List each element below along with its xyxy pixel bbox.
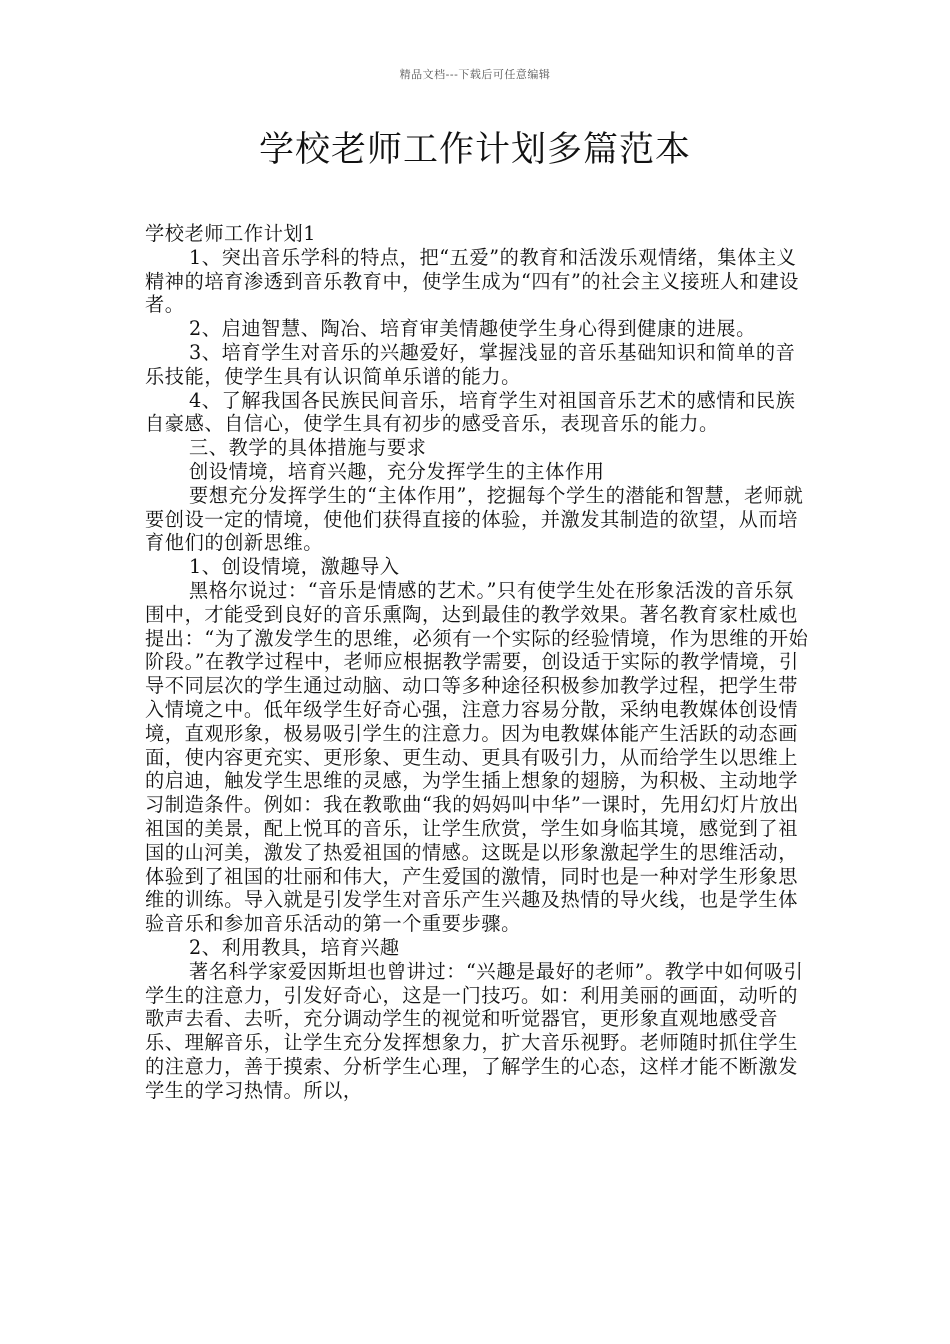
paragraph-goal-4: 4、了解我国各民族民间音乐，培育学生对祖国音乐艺术的感情和民族自豪感、自信心，使学生具有初步的感受音乐，表现音乐的能力。	[145, 388, 796, 436]
paragraph-item-2: 著名科学家爱因斯坦也曾讲过：“兴趣是最好的老师”。教学中如何吸引学生的注意力，引发好奇心，这是一门技巧。如：利用美丽的画面，动听的歌声去看、去听，充分调动学生的视觉和听觉器官，更形象直观地感受音乐、理解音乐，让学生充分发挥想象力，扩大音乐视野。老师随时抓住学生的注意力，善于摸索、分析学生心理，了解学生的心态，这样才能不断激发学生的学习热情。所以，	[145, 959, 804, 1102]
paragraph-item-1: 黑格尔说过：“音乐是情感的艺术。”只有使学生处在形象活泼的音乐氛围中，才能受到良好的音乐熏陶，达到最佳的教学效果。著名教育家杜威也提出：“为了激发学生的思维，必须有一个实际的经验情境，作为思维的开始阶段。”在教学过程中，老师应根据教学需要，创设适于实际的教学情境，引导不同层次的学生通过动脑、动口等多种途径积极参加教学过程，把学生带入情境之中。低年级学生好奇心强，注意力容易分散，采纳电教媒体创设情境，直观形象，极易吸引学生的注意力。因为电教媒体能产生活跃的动态画面，使内容更充实、更形象、更生动、更具有吸引力，从而给学生以思维上的启迪，触发学生思维的灵感，为学生插上想象的翅膀，为积极、主动地学习制造条件。例如：我在教歌曲“我的妈妈叫中华”一课时，先用幻灯片放出祖国的美景，配上悦耳的音乐，让学生欣赏，学生如身临其境，感觉到了祖国的山河美，激发了热爱祖国的情感。这既是以形象激起学生的思维活动，体验到了祖国的壮丽和伟大，产生爱国的激情，同时也是一种对学生形象思维的训练。导入就是引发学生对音乐产生兴趣及热情的导火线，也是学生体验音乐和参加音乐活动的第一个重要步骤。	[145, 578, 809, 936]
subsection-subtitle: 创设情境，培育兴趣，充分发挥学生的主体作用	[189, 459, 605, 483]
section-heading: 学校老师工作计划1	[145, 222, 317, 245]
subsection-heading: 三、教学的具体措施与要求	[189, 436, 427, 460]
document-body	[145, 222, 813, 1102]
item-heading-2: 2、利用教具，培育兴趣	[189, 935, 400, 959]
paragraph-goal-3: 3、培育学生对音乐的兴趣爱好，掌握浅显的音乐基础知识和简单的音乐技能，使学生具有认识简单乐谱的能力。	[145, 340, 796, 388]
paragraph-goal-1: 1、突出音乐学科的特点，把“五爱”的教育和活泼乐观情绪，集体主义精神的培育渗透到音乐教育中，使学生成为“四有”的社会主义接班人和建设者。	[145, 245, 800, 317]
page-header-note: 精品文档---下载后可任意编辑	[399, 68, 551, 81]
paragraph-goal-2: 2、启迪智慧、陶冶、培育审美情趣使学生身心得到健康的进展。	[189, 317, 756, 341]
item-heading-1: 1、创设情境，激趣导入	[189, 555, 400, 579]
paragraph-intro: 要想充分发挥学生的“主体作用”，挖掘每个学生的潜能和智慧，老师就要创设一定的情境，使他们获得直接的体验，并激发其制造的欲望，从而培育他们的创新思维。	[145, 483, 804, 555]
document-title: 学校老师工作计划多篇范本	[258, 130, 691, 170]
